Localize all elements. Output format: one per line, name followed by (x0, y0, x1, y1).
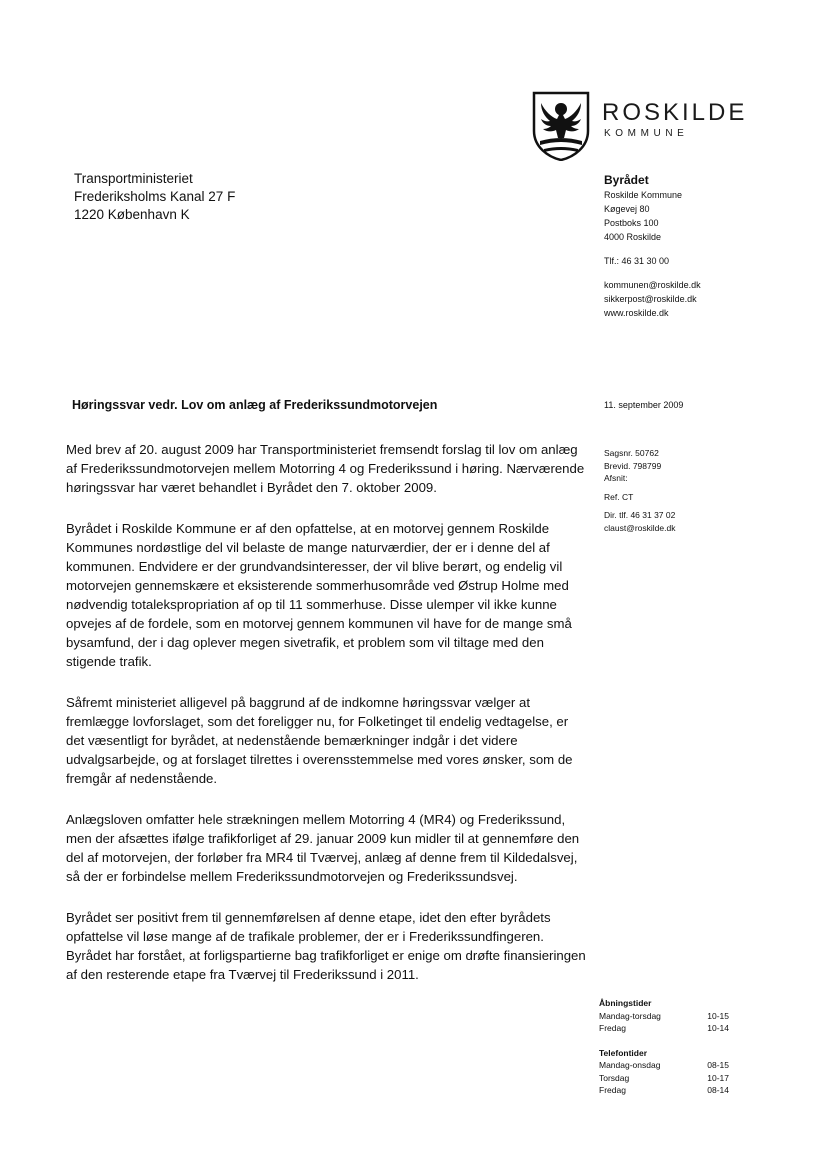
hours-row (599, 1084, 729, 1097)
case-line: Brevid. 798799 (604, 460, 662, 471)
hours-time: 10-14 (707, 1023, 729, 1033)
sender-phone: Tlf.: 46 31 30 00 (604, 256, 670, 266)
body-paragraph: Såfremt ministeriet alligevel på baggrund af de indkomne høringssvar vælger at fremlægge lovforslaget, som det foreligger nu, for Folketinget til endelig vedtagelse, er det væsentligt for byrådet, at nedenstående bemærkninger indgår i det videre udvalgsarbejde, og at forslaget tilrettes i overensstemmelse med vores ønsker, som de fremgår af nedenstående. (66, 695, 573, 786)
case-info (604, 447, 675, 534)
logo-subtitle: KOMMUNE (604, 128, 689, 139)
hours-row (599, 1022, 729, 1035)
case-ref: Ref. CT (604, 491, 634, 502)
sender-secure-email-link[interactable]: sikkerpost@roskilde.dk (604, 294, 697, 304)
body-paragraph: Anlægsloven omfatter hele strækningen mellem Motorring 4 (MR4) og Frederikssund, men der afsættes ifølge trafikforliget af 29. januar 2009 kun midler til at gennemføre den del af motorvejen, der forløber fra MR4 til Tværvej, anlæg af denne frem til Kildedalsvej, så der er forbindelse mellem Frederikssundmotorvejen og Frederikssundsvej. (66, 812, 580, 884)
sender-line: 4000 Roskilde (604, 232, 662, 242)
recipient-address (74, 170, 235, 224)
hours-day: Mandag-torsdag (599, 1010, 661, 1021)
opening-hours (599, 997, 729, 1097)
sender-line: Køgevej 80 (604, 204, 650, 214)
hours-day: Torsdag (599, 1072, 630, 1083)
letter-date: 11. september 2009 (604, 400, 684, 410)
logo-name: ROSKILDE (602, 99, 748, 126)
hours-time: 10-15 (707, 1010, 729, 1021)
recipient-line: Frederiksholms Kanal 27 F (74, 189, 236, 204)
hours-time: 10-17 (707, 1072, 729, 1083)
case-line: Sagsnr. 50762 (604, 448, 659, 458)
hours-time: 08-15 (707, 1060, 729, 1070)
direct-phone: Dir. tlf. 46 31 37 02 (604, 510, 676, 520)
direct-email-link[interactable]: claust@roskilde.dk (604, 522, 676, 533)
letter-subject: Høringssvar vedr. Lov om anlæg af Frederikssundmotorvejen (72, 398, 438, 412)
body-paragraph: Byrådet ser positivt frem til gennemførelsen af denne etape, idet den efter byrådets opfattelse vil løse mange af de trafikale problemer, der er i Frederikssundfingeren. Byrådet har forstået, at forligspartierne bag trafikforliget er enige om drøfte finansieringen af den resterende etape fra Tværvej til Frederikssund i 2011. (66, 910, 586, 982)
phone-hours-title: Telefontider (599, 1047, 648, 1058)
hours-day: Fredag (599, 1085, 626, 1095)
sender-line: Postboks 100 (604, 218, 659, 228)
hours-row (599, 1059, 729, 1072)
hours-time: 08-14 (707, 1085, 729, 1095)
recipient-line: Transportministeriet (74, 171, 193, 186)
sender-email-link[interactable]: kommunen@roskilde.dk (604, 280, 701, 290)
body-paragraph: Byrådet i Roskilde Kommune er af den opfattelse, at en motorvej gennem Roskilde Kommunes nordøstlige del vil belaste de mange naturværdier, der er i denne del af kommunen. Endvidere er der grundvandsinteresser, der vil blive berørt, og endelig vil motorvejen gennemskære et eksisterende sommerhusområde ved Østrup Holme med nødvendig totalekspropriation af op til 11 sommerhuse. Disse ulemper vil ikke kunne opvejes af de fordele, som en motorvej gennem kommunen vil have for de mange små bysamfund, der i dag oplever megen sivetrafik, et problem som vil tiltage med den stigende trafik. (66, 521, 572, 669)
hours-row (599, 1010, 729, 1023)
sender-website-link[interactable]: www.roskilde.dk (604, 308, 669, 318)
hours-day: Fredag (599, 1023, 626, 1033)
sender-block (604, 172, 701, 320)
recipient-line: 1220 København K (74, 207, 190, 222)
body-paragraph: Med brev af 20. august 2009 har Transportministeriet fremsendt forslag til lov om anlæg af Frederikssundmotorvejen mellem Motorring 4 og Frederikssund i høring. Nærværende høringssvar har været behandlet i Byrådet den 7. oktober 2009. (66, 442, 585, 495)
case-line: Afsnit: (604, 473, 628, 483)
sender-org: Byrådet (604, 173, 649, 187)
opening-hours-title: Åbningstider (599, 998, 652, 1008)
letter-body (66, 440, 586, 1006)
eagle-crest-icon (530, 89, 592, 161)
hours-row (599, 1072, 729, 1085)
sender-line: Roskilde Kommune (604, 190, 683, 200)
hours-day: Mandag-onsdag (599, 1060, 661, 1070)
